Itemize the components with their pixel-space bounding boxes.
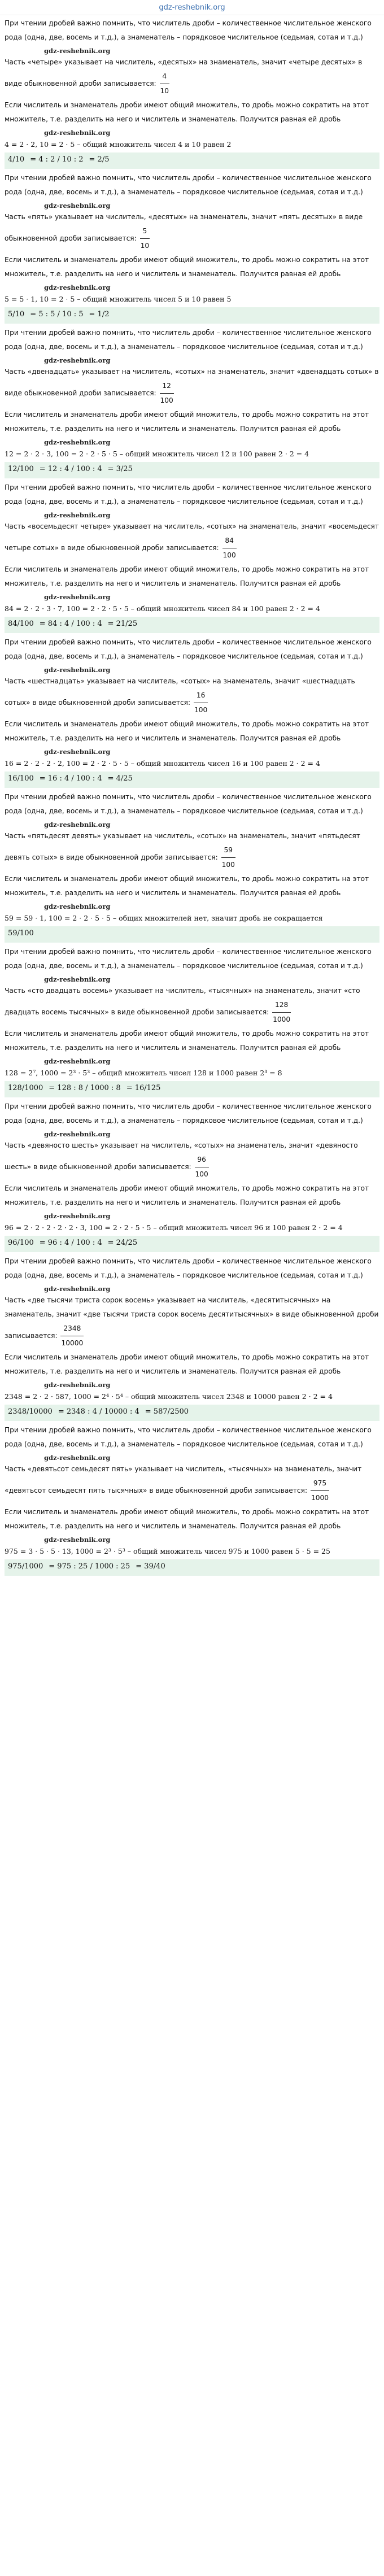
intro-text: При чтении дробей важно помнить, что числитель дроби – количественное числительное женского рода (одна, две, восемь и т.д.), а знаменатель – порядковое числительное (седьмая, сотая и т.д.) (5, 19, 372, 41)
fraction-numerator: 59 (221, 843, 235, 858)
fraction-numerator: 975 (311, 1476, 329, 1491)
intro-text: При чтении дробей важно помнить, что числитель дроби – количественное числительное женского рода (одна, две, восемь и т.д.), а знаменатель – порядковое числительное (седьмая, сотая и т.д.) (5, 793, 372, 815)
calc-step: = 39/40 (136, 1562, 165, 1571)
calculation-box (5, 152, 379, 169)
fraction-numerator: 84 (222, 534, 237, 548)
description-text (5, 1293, 379, 1350)
reduce-rule-text: Если числитель и знаменатель дроби имеют общий множитель, то дробь можно сократить на этот множитель, т.е. разделить на него и числитель и знаменатель. Получится равная ей дробь (5, 1508, 369, 1530)
fraction-numerator: 2348 (60, 1322, 84, 1336)
calculation-box (5, 617, 379, 633)
calculation-box (5, 926, 379, 943)
fraction (60, 1322, 84, 1350)
fraction (194, 688, 208, 717)
reduce-rule-text: Если числитель и знаменатель дроби имеют общий множитель, то дробь можно сократить на этот множитель, т.е. разделить на него и числитель и знаменатель. Получится равная ей дробь (5, 101, 369, 123)
fraction-section (5, 326, 379, 478)
fraction-denominator: 100 (195, 1170, 208, 1178)
fraction (160, 379, 174, 408)
calc-step: = 1/2 (89, 310, 110, 319)
fraction (160, 69, 170, 98)
site-header (0, 0, 384, 15)
calc-step: 84/100 (8, 620, 34, 628)
fraction-section (5, 790, 379, 943)
fraction (272, 998, 291, 1027)
fraction-numerator: 128 (272, 998, 291, 1013)
watermark: gdz-reshebnik.org (44, 1381, 111, 1389)
calc-step: = 16 : 4 / 100 : 4 (39, 774, 102, 783)
calc-step: = 2/5 (89, 155, 110, 164)
reduce-rule-text: Если числитель и знаменатель дроби имеют общий множитель, то дробь можно сократить на этот множитель, т.е. разделить на него и числитель и знаменатель. Получится равная ей дробь (5, 1030, 369, 1052)
watermark: gdz-reshebnik.org (44, 1212, 111, 1220)
description-text (5, 210, 379, 253)
intro-text: При чтении дробей важно помнить, что числитель дроби – количественное числительное женского рода (одна, две, восемь и т.д.), а знаменатель – порядковое числительное (седьмая, сотая и т.д.) (5, 1257, 372, 1279)
fraction-section (5, 16, 379, 169)
intro-text: При чтении дробей важно помнить, что числитель дроби – количественное числительное женского рода (одна, две, восемь и т.д.), а знаменатель – порядковое числительное (седьмая, сотая и т.д.) (5, 638, 372, 660)
description: Часть «четыре» указывает на числитель, «десятых» на знаменатель, значит «четыре десятых» в виде обыкновенной дроби записывается: (5, 58, 363, 88)
calc-step: 2348/10000 (8, 1407, 53, 1416)
description-text (5, 984, 379, 1027)
intro-text: При чтении дробей важно помнить, что числитель дроби – количественное числительное женского рода (одна, две, восемь и т.д.), а знаменатель – порядковое числительное (седьмая, сотая и т.д.) (5, 329, 372, 351)
intro-text: При чтении дробей важно помнить, что числитель дроби – количественное числительное женского рода (одна, две, восемь и т.д.), а знаменатель – порядковое числительное (седьмая, сотая и т.д.) (5, 1102, 372, 1124)
intro-text: При чтении дробей важно помнить, что числитель дроби – количественное числительное женского рода (одна, две, восемь и т.д.), а знаменатель – порядковое числительное (седьмая, сотая и т.д.) (5, 174, 372, 196)
calc-step: = 16/125 (126, 1084, 161, 1092)
description: Часть «двенадцать» указывает на числитель, «сотых» на знаменатель, значит «двенадцать сотых» в виде обыкновенной дроби записывается: (5, 368, 379, 397)
calc-step: = 975 : 25 / 1000 : 25 (49, 1562, 130, 1571)
factorization: 16 = 2 · 2 · 2 · 2, 100 = 2 · 2 · 5 · 5 – общий множитель чисел 16 и 100 равен 2 · 2 = 4 (5, 759, 320, 768)
watermark: gdz-reshebnik.org (44, 202, 111, 210)
fraction-denominator: 100 (222, 551, 236, 559)
fraction (140, 224, 150, 253)
description: Часть «сто двадцать восемь» указывает на числитель, «тысячных» на знаменатель, значит «сто двадцать восемь тысячных» в виде обыкновенной дроби записывается: (5, 987, 360, 1016)
watermark: gdz-reshebnik.org (44, 1057, 111, 1065)
fraction-denominator: 100 (160, 396, 173, 404)
watermark: gdz-reshebnik.org (44, 284, 111, 291)
calculation-box (5, 307, 379, 324)
watermark: gdz-reshebnik.org (44, 1285, 111, 1293)
factorization: 12 = 2 · 2 · 3, 100 = 2 · 2 · 5 · 5 – общий множитель чисел 12 и 100 равен 2 · 2 = 4 (5, 450, 309, 458)
fraction (222, 534, 237, 563)
calc-step: 975/1000 (8, 1562, 43, 1571)
description: Часть «восемьдесят четыре» указывает на числитель, «сотых» на знаменатель, значит «восемьдесят четыре сотых» в виде обыкновенной дроби записывается: (5, 522, 379, 552)
calculation-box (5, 1559, 379, 1576)
description: Часть «девятьсот семьдесят пять» указывает на числитель, «тысячных» на знаменатель, значит «девятьсот семьдесят пять тысячных» в виде обыкновенной дроби записывается: (5, 1465, 362, 1494)
description-text (5, 1462, 379, 1505)
watermark: gdz-reshebnik.org (44, 1454, 111, 1462)
description-text (5, 1139, 379, 1182)
fraction-section (5, 171, 379, 324)
fraction-section (5, 1100, 379, 1252)
fraction-numerator: 5 (140, 224, 150, 239)
fraction-numerator: 96 (195, 1153, 209, 1167)
fraction-section (5, 635, 379, 788)
fraction-section (5, 1423, 379, 1576)
calc-step: = 3/25 (107, 465, 133, 473)
intro-text: При чтении дробей важно помнить, что числитель дроби – количественное числительное женского рода (одна, две, восемь и т.д.), а знаменатель – порядковое числительное (седьмая, сотая и т.д.) (5, 948, 372, 970)
calculation-box (5, 462, 379, 478)
fraction-numerator: 16 (194, 688, 208, 703)
fraction-denominator: 10 (140, 242, 150, 250)
calc-step: = 4/25 (107, 774, 133, 783)
fraction-numerator: 4 (160, 69, 170, 84)
fraction-denominator: 1000 (273, 1015, 291, 1023)
calculation-box (5, 1236, 379, 1252)
watermark: gdz-reshebnik.org (44, 903, 111, 910)
fraction (221, 843, 235, 872)
fraction (195, 1153, 209, 1182)
intro-text: При чтении дробей важно помнить, что числитель дроби – количественное числительное женского рода (одна, две, восемь и т.д.), а знаменатель – порядковое числительное (седьмая, сотая и т.д.) (5, 1426, 372, 1448)
fraction-denominator: 10000 (61, 1339, 84, 1347)
calc-step: 12/100 (8, 465, 34, 473)
description: Часть «пятьдесят девять» указывает на числитель, «сотых» на знаменатель, значит «пятьдесят девять сотых» в виде обыкновенной дроби записывается: (5, 832, 360, 861)
watermark: gdz-reshebnik.org (44, 438, 111, 446)
solution-document (0, 15, 384, 1576)
calculation-box (5, 1081, 379, 1097)
calculation-box (5, 1405, 379, 1421)
site-title-link[interactable]: gdz-reshebnik.org (159, 3, 225, 12)
fraction-denominator: 100 (194, 706, 208, 714)
calc-step: = 12 : 4 / 100 : 4 (39, 465, 102, 473)
description: Часть «пять» указывает на числитель, «десятых» на знаменатель, значит «пять десятых» в виде обыкновенной дроби записывается: (5, 213, 363, 242)
fraction (311, 1476, 329, 1505)
watermark: gdz-reshebnik.org (44, 129, 111, 137)
fraction-section (5, 1254, 379, 1421)
factorization: 4 = 2 · 2, 10 = 2 · 5 – общий множитель чисел 4 и 10 равен 2 (5, 140, 232, 149)
calc-step: = 2348 : 4 / 10000 : 4 (58, 1407, 139, 1416)
calc-step: = 21/25 (107, 620, 138, 628)
watermark: gdz-reshebnik.org (44, 748, 111, 756)
reduce-rule-text: Если числитель и знаменатель дроби имеют общий множитель, то дробь можно сократить на этот множитель, т.е. разделить на него и числитель и знаменатель. Получится равная ей дробь (5, 875, 369, 897)
watermark: gdz-reshebnik.org (44, 1130, 111, 1138)
calc-step: 96/100 (8, 1239, 34, 1247)
description: Часть «две тысячи триста сорок восемь» указывает на числитель, «десятитысячных» на знаменатель, значит «две тысячи триста сорок восемь десятитысячных» в виде обыкновенной дроби записывается: (5, 1296, 379, 1340)
fraction-section (5, 481, 379, 633)
reduce-rule-text: Если числитель и знаменатель дроби имеют общий множитель, то дробь можно сократить на этот множитель, т.е. разделить на него и числитель и знаменатель. Получится равная ей дробь (5, 565, 369, 587)
fraction-denominator: 1000 (311, 1494, 329, 1502)
factorization: 84 = 2 · 2 · 3 · 7, 100 = 2 · 2 · 5 · 5 – общий множитель чисел 84 и 100 равен 2 · 2 = 4 (5, 604, 320, 613)
description-text (5, 520, 379, 563)
fraction-denominator: 10 (160, 87, 169, 95)
description-text (5, 55, 379, 98)
fraction-numerator: 12 (160, 379, 174, 394)
watermark: gdz-reshebnik.org (44, 1536, 111, 1544)
factorization: 975 = 3 · 5 · 5 · 13, 1000 = 2³ · 5³ – общий множитель чисел 975 и 1000 равен 5 · 5 = 25 (5, 1547, 330, 1555)
watermark: gdz-reshebnik.org (44, 821, 111, 829)
intro-text: При чтении дробей важно помнить, что числитель дроби – количественное числительное женского рода (одна, две, восемь и т.д.), а знаменатель – порядковое числительное (седьмая, сотая и т.д.) (5, 483, 372, 505)
watermark: gdz-reshebnik.org (44, 666, 111, 674)
reduce-rule-text: Если числитель и знаменатель дроби имеют общий множитель, то дробь можно сократить на этот множитель, т.е. разделить на него и числитель и знаменатель. Получится равная ей дробь (5, 720, 369, 742)
reduce-rule-text: Если числитель и знаменатель дроби имеют общий множитель, то дробь можно сократить на этот множитель, т.е. разделить на него и числитель и знаменатель. Получится равная ей дробь (5, 256, 369, 278)
watermark: gdz-reshebnik.org (44, 593, 111, 601)
calc-step: = 96 : 4 / 100 : 4 (39, 1239, 102, 1247)
reduce-rule-text: Если числитель и знаменатель дроби имеют общий множитель, то дробь можно сократить на этот множитель, т.е. разделить на него и числитель и знаменатель. Получится равная ей дробь (5, 1353, 369, 1375)
calc-step: = 587/2500 (145, 1407, 189, 1416)
calc-step: = 84 : 4 / 100 : 4 (39, 620, 102, 628)
calc-step: 59/100 (8, 929, 34, 938)
calc-step: = 24/25 (107, 1239, 138, 1247)
watermark: gdz-reshebnik.org (44, 511, 111, 519)
description-text (5, 829, 379, 872)
calc-step: = 5 : 5 / 10 : 5 (30, 310, 84, 319)
reduce-rule-text: Если числитель и знаменатель дроби имеют общий множитель, то дробь можно сократить на этот множитель, т.е. разделить на него и числитель и знаменатель. Получится равная ей дробь (5, 1184, 369, 1206)
watermark: gdz-reshebnik.org (44, 356, 111, 364)
factorization: 5 = 5 · 1, 10 = 2 · 5 – общий множитель чисел 5 и 10 равен 5 (5, 295, 232, 303)
reduce-rule-text: Если числитель и знаменатель дроби имеют общий множитель, то дробь можно сократить на этот множитель, т.е. разделить на него и числитель и знаменатель. Получится равная ей дробь (5, 411, 369, 433)
calc-step: 4/10 (8, 155, 25, 164)
calc-step: 5/10 (8, 310, 25, 319)
calc-step: = 128 : 8 / 1000 : 8 (49, 1084, 121, 1092)
factorization: 128 = 2⁷, 1000 = 2³ · 5³ – общий множитель чисел 128 и 1000 равен 2³ = 8 (5, 1069, 282, 1077)
watermark: gdz-reshebnik.org (44, 47, 111, 55)
fraction-denominator: 100 (221, 861, 235, 869)
calc-step: = 4 : 2 / 10 : 2 (30, 155, 84, 164)
factorization: 96 = 2 · 2 · 2 · 2 · 2 · 3, 100 = 2 · 2 · 5 · 5 – общий множитель чисел 96 и 100 равен 2 · 2 = 4 (5, 1223, 343, 1232)
description-text (5, 365, 379, 408)
factorization: 59 = 59 · 1, 100 = 2 · 2 · 5 · 5 – общих множителей нет, значит дробь не сокращается (5, 914, 323, 922)
calc-step: 128/1000 (8, 1084, 43, 1092)
calculation-box (5, 772, 379, 788)
factorization: 2348 = 2 · 2 · 587, 1000 = 2⁴ · 5⁴ – общий множитель чисел 2348 и 10000 равен 2 · 2 = 4 (5, 1392, 333, 1401)
description-text (5, 674, 379, 717)
fraction-section (5, 945, 379, 1097)
description: Часть «девяносто шесть» указывает на числитель, «сотых» на знаменатель, значит «девяносто шесть» в виде обыкновенной дроби записывается: (5, 1141, 358, 1171)
watermark: gdz-reshebnik.org (44, 975, 111, 983)
description: Часть «шестнадцать» указывает на числитель, «сотых» на знаменатель, значит «шестнадцать сотых» в виде обыкновенной дроби записывается: (5, 677, 355, 707)
calc-step: 16/100 (8, 774, 34, 783)
